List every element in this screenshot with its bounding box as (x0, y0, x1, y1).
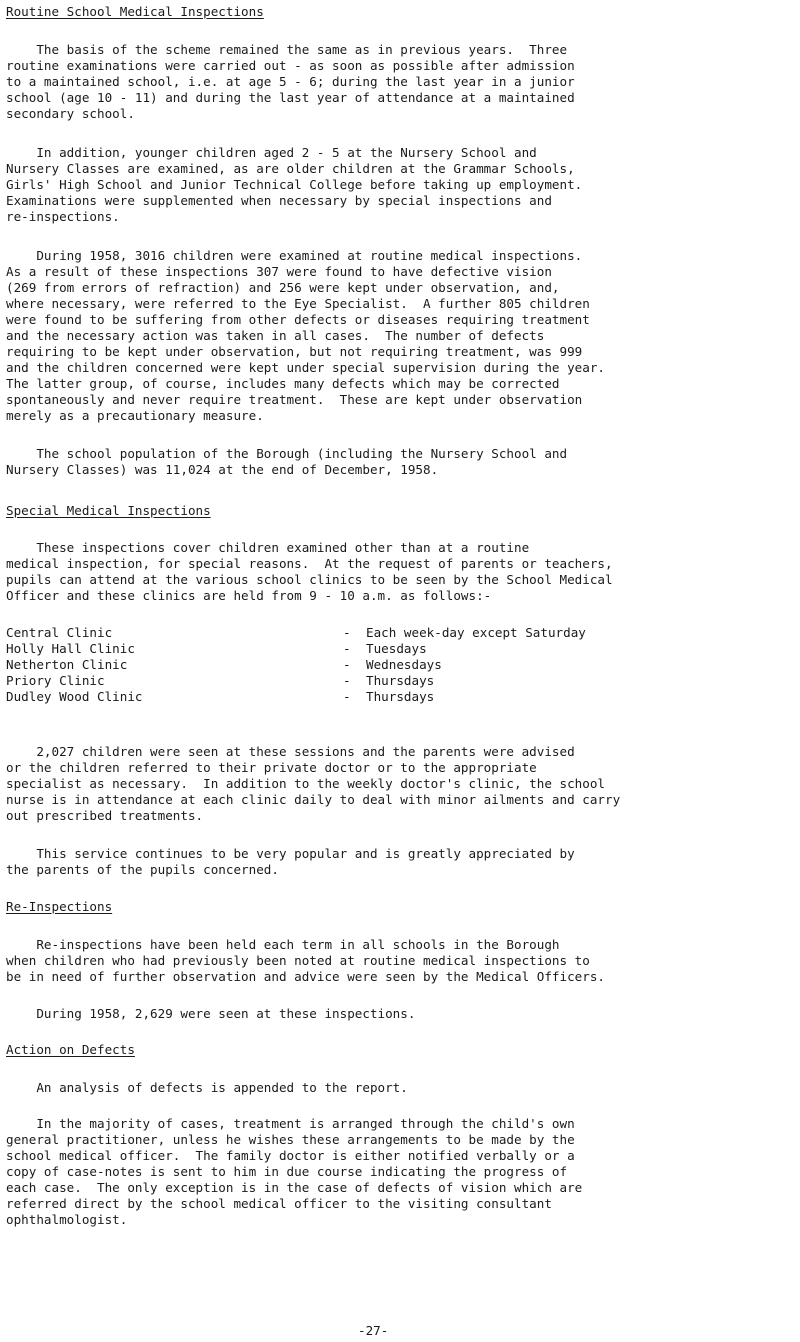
paragraph-routine-4 (6, 446, 794, 478)
text-line: spontaneously and never require treatment. These are kept under observation (6, 392, 583, 407)
text-line: re-inspections. (6, 209, 120, 224)
clinic-days: Each week-day except Saturday (366, 625, 586, 640)
heading-reinspections: Re-Inspections (6, 899, 113, 914)
paragraph-routine-2 (6, 145, 794, 225)
paragraph-defects-1 (6, 1080, 794, 1096)
heading-routine-inspections: Routine School Medical Inspections (6, 4, 264, 19)
text-line: 2,027 children were seen at these sessions and the parents were advised (6, 744, 575, 759)
text-line: An analysis of defects is appended to the report. (6, 1080, 408, 1095)
clinic-days: Thursdays (366, 689, 435, 704)
paragraph-special-2 (6, 744, 794, 824)
text-line: when children who had previously been noted at routine medical inspections to (6, 953, 590, 968)
clinic-row (6, 673, 706, 689)
text-line: be in need of further observation and advice were seen by the Medical Officers. (6, 969, 605, 984)
text-line: This service continues to be very popular and is greatly appreciated by (6, 846, 575, 861)
text-line: where necessary, were referred to the Eye Specialist. A further 805 children (6, 296, 590, 311)
clinic-dash: - (343, 689, 351, 704)
paragraph-reinspections-1 (6, 937, 794, 985)
text-line: were found to be suffering from other defects or diseases requiring treatment (6, 312, 590, 327)
clinic-row (6, 689, 706, 705)
text-line: Nursery Classes are examined, as are older children at the Grammar Schools, (6, 161, 575, 176)
text-line: copy of case-notes is sent to him in due course indicating the progress of (6, 1164, 568, 1179)
text-line: Re-inspections have been held each term in all schools in the Borough (6, 937, 560, 952)
text-line: school (age 10 - 11) and during the last year of attendance at a maintained (6, 90, 575, 105)
text-line: pupils can attend at the various school clinics to be seen by the School Medical (6, 572, 613, 587)
text-line: and the necessary action was taken in all cases. The number of defects (6, 328, 545, 343)
text-line: The school population of the Borough (including the Nursery School and (6, 446, 568, 461)
clinic-name: Dudley Wood Clinic (6, 689, 143, 704)
text-line: Examinations were supplemented when necessary by special inspections and (6, 193, 552, 208)
text-line: and the children concerned were kept under special supervision during the year. (6, 360, 605, 375)
clinic-name: Holly Hall Clinic (6, 641, 135, 656)
text-line: requiring to be kept under observation, but not requiring treatment, was 999 (6, 344, 583, 359)
text-line: school medical officer. The family doctor is either notified verbally or a (6, 1148, 575, 1163)
text-line: referred direct by the school medical officer to the visiting consultant (6, 1196, 552, 1211)
clinic-dash: - (343, 625, 351, 640)
clinic-days: Tuesdays (366, 641, 427, 656)
text-line: nurse is in attendance at each clinic daily to deal with minor ailments and carry (6, 792, 621, 807)
text-line: During 1958, 2,629 were seen at these inspections. (6, 1006, 416, 1021)
clinic-row (6, 657, 706, 673)
paragraph-special-3 (6, 846, 794, 878)
clinic-dash: - (343, 673, 351, 688)
paragraph-special-1 (6, 540, 794, 604)
text-line: routine examinations were carried out - as soon as possible after admission (6, 58, 575, 73)
clinic-name: Netherton Clinic (6, 657, 128, 672)
text-line: As a result of these inspections 307 were found to have defective vision (6, 264, 552, 279)
text-line: secondary school. (6, 106, 135, 121)
clinic-name: Central Clinic (6, 625, 113, 640)
text-line: medical inspection, for special reasons. At the request of parents or teachers, (6, 556, 613, 571)
clinic-row (6, 625, 706, 641)
text-line: Girls' High School and Junior Technical College before taking up employment. (6, 177, 583, 192)
clinic-dash: - (343, 641, 351, 656)
text-line: ophthalmologist. (6, 1212, 128, 1227)
paragraph-routine-1 (6, 42, 794, 122)
text-line: Officer and these clinics are held from 9 - 10 a.m. as follows:- (6, 588, 492, 603)
text-line: each case. The only exception is in the case of defects of vision which are (6, 1180, 583, 1195)
clinic-days: Thursdays (366, 673, 435, 688)
text-line: (269 from errors of refraction) and 256 were kept under observation, and, (6, 280, 560, 295)
heading-special-inspections: Special Medical Inspections (6, 503, 211, 518)
paragraph-routine-3 (6, 248, 794, 424)
text-line: In the majority of cases, treatment is arranged through the child's own (6, 1116, 575, 1131)
text-line: These inspections cover children examined other than at a routine (6, 540, 530, 555)
text-line: or the children referred to their private doctor or to the appropriate (6, 760, 537, 775)
text-line: The basis of the scheme remained the same as in previous years. Three (6, 42, 568, 57)
clinic-schedule (6, 625, 706, 705)
clinic-dash: - (343, 657, 351, 672)
text-line: the parents of the pupils concerned. (6, 862, 279, 877)
clinic-row (6, 641, 706, 657)
text-line: to a maintained school, i.e. at age 5 - 6; during the last year in a junior (6, 74, 575, 89)
clinic-days: Wednesdays (366, 657, 442, 672)
text-line: During 1958, 3016 children were examined at routine medical inspections. (6, 248, 583, 263)
paragraph-defects-2 (6, 1116, 794, 1228)
text-line: The latter group, of course, includes many defects which may be corrected (6, 376, 560, 391)
text-line: In addition, younger children aged 2 - 5 at the Nursery School and (6, 145, 537, 160)
clinic-name: Priory Clinic (6, 673, 105, 688)
paragraph-reinspections-2 (6, 1006, 794, 1022)
heading-action-on-defects: Action on Defects (6, 1042, 135, 1057)
text-line: Nursery Classes) was 11,024 at the end of December, 1958. (6, 462, 439, 477)
text-line: merely as a precautionary measure. (6, 408, 264, 423)
text-line: general practitioner, unless he wishes these arrangements to be made by the (6, 1132, 575, 1147)
text-line: out prescribed treatments. (6, 808, 204, 823)
page-number: -27- (358, 1323, 389, 1338)
text-line: specialist as necessary. In addition to the weekly doctor's clinic, the school (6, 776, 605, 791)
